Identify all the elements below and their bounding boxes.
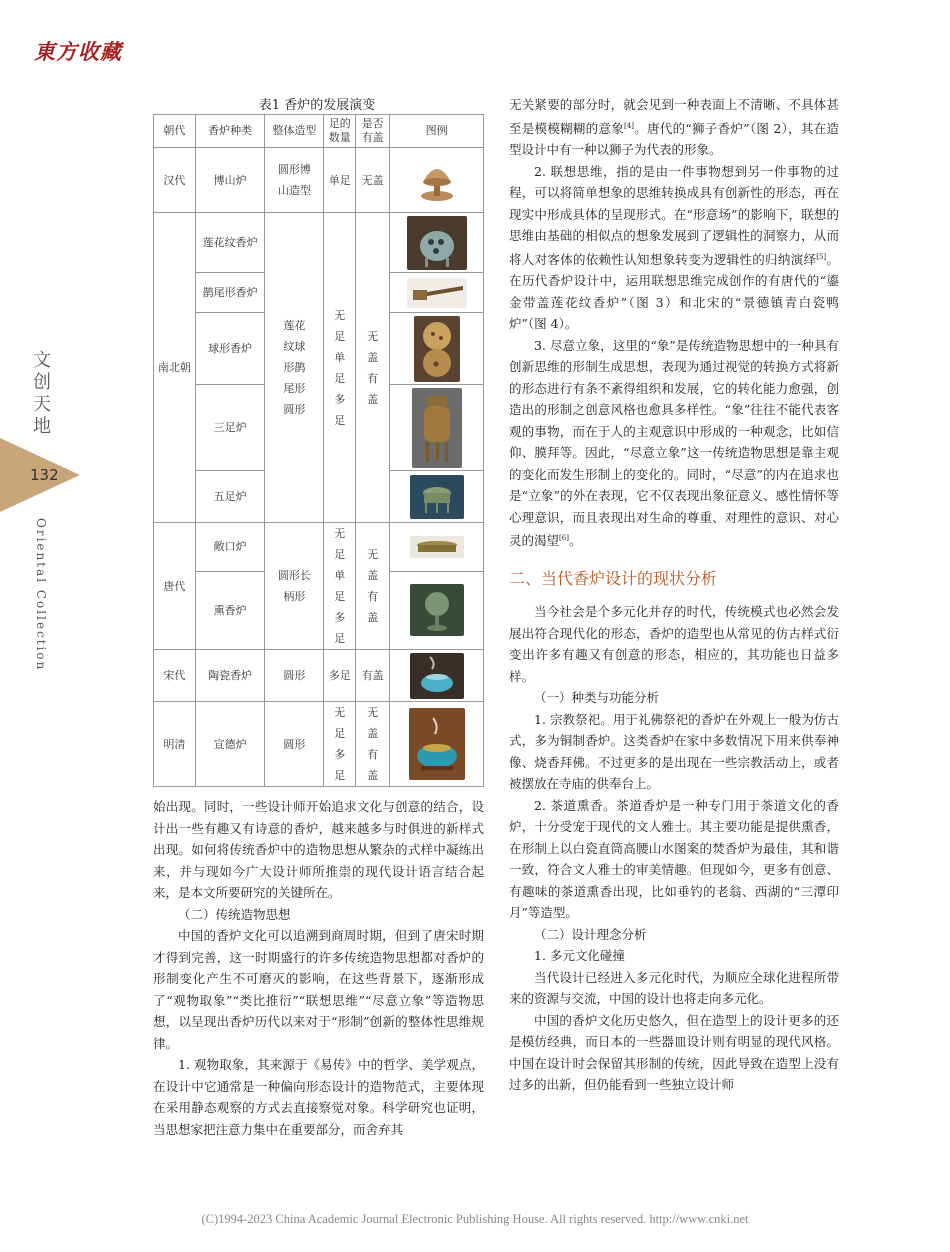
subheading: （一）种类与功能分析 (534, 690, 660, 706)
illustration-cell (390, 523, 484, 572)
dynasty-cell: 宋代 (154, 650, 196, 702)
shape-cell: 圆形博山造型 (265, 148, 324, 213)
paragraph: 1. 宗教祭祀。用于礼佛祭祀的香炉在外观上一般为仿古式，多为铜制香炉。这类香炉在家中多数情况下用来供奉神像、烧香拜佛。不过更多的是出现在一些宗教活动上，或者被摆放在寺庙的供奉台上。 (509, 711, 839, 792)
type-cell: 莲花纹香炉 (195, 213, 265, 273)
shape-cell: 圆形 (265, 702, 324, 787)
citation: [6] (559, 534, 569, 543)
section-heading: 二、当代香炉设计的现状分析 (509, 568, 718, 588)
illustration-cell (390, 273, 484, 313)
lid-cell: 无盖有盖 (356, 213, 390, 523)
illustration-cell (390, 571, 484, 649)
lid-cell: 无盖有盖 (356, 523, 390, 650)
type-cell: 博山炉 (195, 148, 265, 213)
illustration-cell (390, 213, 484, 273)
header-shape: 整体造型 (265, 115, 324, 148)
type-cell: 敞口炉 (195, 523, 265, 572)
feet-cell: 无足单足多足 (324, 213, 356, 523)
spherical-burner-image (414, 316, 460, 382)
citation: [4] (624, 121, 634, 130)
table-row (154, 523, 484, 572)
table-row (154, 650, 484, 702)
paragraph: 2. 茶道熏香。茶道香炉是一种专门用于茶道文化的香炉，十分受宠于现代的文人雅士。其主要功能是提供熏香，在形制上以白瓷直筒高腰山水图案的焚香炉为最佳，其和谐一致，符合文人雅士的审美情趣。但现如今，更多有创意、有趣味的茶道熏香出现，比如垂钓的老翁、西湖的“三潭印月”等造型。 (509, 797, 839, 921)
section-category: 文创天地 (33, 350, 51, 437)
ceramic-burner-image (410, 653, 464, 699)
feet-cell: 无足多足 (324, 702, 356, 787)
type-cell: 五足炉 (195, 471, 265, 523)
dynasty-cell: 唐代 (154, 523, 196, 650)
magazine-english-name: Oriental Collection (34, 518, 48, 672)
incense-burner-table (153, 114, 484, 787)
type-cell: 鹊尾形香炉 (195, 273, 265, 313)
header-illustration: 图例 (390, 115, 484, 148)
illustration-cell (390, 313, 484, 385)
dynasty-cell: 明清 (154, 702, 196, 787)
table-row (154, 702, 484, 787)
paragraph: 始出现。同时，一些设计师开始追求文化与创意的结合，设计出一些有趣又有诗意的香炉，越来越多与时俱进的新样式出现。如何将传统香炉中的造物思想从繁杂的式样中凝练出来，并与现如今广大设计师所推崇的现代设计语言结合起来，是本文所要研究的关键所在。 (153, 799, 484, 900)
paragraph: 3. 尽意立象，这里的“象”是传统造物思想中的一种具有创新思维的形制生成思想，表现为通过视觉的转换方式将新的形态进行有条不紊得组织和发展，它的转化能力愈强，创造出的形制之创意风格也愈具多样性。“象”往往不能代表客观的事物，而在于人的主观意识中形成的一种观念，比如信仰、膜拜等。因此，“尽意立象”这一传统造物思想是靠主观的变化而发生形制上的变化的。同时，“尽意”的内在追求也是“立象”的外在表现，它不仅表现出象征意义、感性情怀等心理意识，而且表现出对生命的尊重、对理性的意识、对心灵的渴望[6]。 (509, 337, 839, 549)
paragraph: 1. 观物取象，其来源于《易传》中的哲学、美学观点，在设计中它通常是一种偏向形态设计的造物范式，主要体现在采用静态观察的方式去直接察觉对象。科学研究也证明，当思想家把注意力集中在重要部分，而舍弃其 (153, 1057, 484, 1137)
lid-cell: 有盖 (356, 650, 390, 702)
copyright-footer: (C)1994-2023 China Academic Journal Electronic Publishing House. All rights reserved. http://www.cnki.net (201, 1212, 749, 1226)
paragraph: 当今社会是个多元化并存的时代，传统模式也必然会发展出符合现代化的形态，香炉的造型也从常见的仿古样式衍变出许多有趣又有创意的形态，相应的，其功能也日益多样。 (509, 604, 839, 684)
citation: [5] (816, 252, 827, 261)
fumigation-burner-image (410, 584, 464, 636)
dynasty-cell: 汉代 (154, 148, 196, 213)
type-cell: 三足炉 (195, 385, 265, 471)
open-mouth-burner-image (410, 536, 464, 558)
type-cell: 宣德炉 (195, 702, 265, 787)
header-type: 香炉种类 (195, 115, 265, 148)
dynasty-cell: 南北朝 (154, 213, 196, 523)
lid-cell: 无盖有盖 (356, 702, 390, 787)
xuande-burner-image (409, 708, 465, 780)
illustration-cell (390, 702, 484, 787)
lid-cell: 无盖 (356, 148, 390, 213)
feet-cell: 无足单足多足 (324, 523, 356, 650)
left-article-column (153, 796, 484, 1140)
shape-cell: 圆形长柄形 (265, 523, 324, 650)
paragraph: 当代设计已经进入多元化时代，为顺应全球化进程所带来的资源与交流，中国的设计也将走向多元化。 (509, 969, 839, 1007)
paragraph: 无关紧要的部分时，就会见到一种表面上不清晰、不具体甚至是模模糊糊的意象[4]。唐代的“狮子香炉”（图 2），其在造型设计中有一种以狮子为代表的形象。 (509, 97, 839, 158)
table-row (154, 148, 484, 213)
paragraph: 中国的香炉文化可以追溯到商周时期，但到了唐宋时期才得到完善，这一时期盛行的许多传统造物思想都对香炉的形制变化产生不可磨灭的影响，在这些背景下，逐渐形成了“观物取象”“类比推衍”“联想思维”“尽意立象”等造物思想，以呈现出香炉历代以来对于“形制”创新的整体性思维规律。 (153, 928, 484, 1051)
illustration-cell (390, 471, 484, 523)
illustration-cell (390, 148, 484, 213)
table-caption: 表1 香炉的发展演变 (258, 98, 376, 113)
shape-cell: 莲花纹球形鹊尾形圆形 (265, 213, 324, 523)
right-article-column (509, 94, 839, 1096)
header-dynasty: 朝代 (154, 115, 196, 148)
paragraph: 中国的香炉文化历史悠久，但在造型上的设计更多的还是模仿经典，而日本的一些器皿设计则有明显的现代风格。中国在设计时会保留其形制的传统，因此导致在造型上没有过多的出新，但仍能看到一些独立设计师 (509, 1012, 839, 1093)
illustration-cell (390, 385, 484, 471)
paragraph: 2. 联想思维，指的是由一件事物想到另一件事物的过程，可以将简单想象的思维转换成具有创新性的形态，再在现实中形成具体的呈现形式。在“形意场”的影响下，联想的思维由基础的相似点的想象发展到了逻辑性的洞察力，从而将人对客体的依赖性认知想象转变为逻辑性的归纳演绎[5]。在历代香炉设计中，运用联想思维完成创作的有唐代的“鎏金带盖莲花纹香炉”（图 3）和北宋的“景德镇青白瓷鸭炉”（图 4）。 (509, 163, 839, 332)
shape-cell: 圆形 (265, 650, 324, 702)
magazine-logo: 東方收藏 (34, 39, 122, 64)
magpie-tail-burner-image (407, 278, 467, 308)
type-cell: 熏香炉 (195, 571, 265, 649)
subheading: 1. 多元文化碰撞 (534, 948, 625, 964)
tripod-burner-image (412, 388, 462, 468)
five-foot-burner-image (410, 475, 464, 519)
header-feet: 足的数量 (324, 115, 356, 148)
table-row (154, 213, 484, 273)
table-header-row (154, 115, 484, 148)
boshan-burner-image (415, 156, 459, 204)
lotus-burner-image (407, 216, 467, 270)
subheading: （二）传统造物思想 (178, 906, 291, 922)
illustration-cell (390, 650, 484, 702)
type-cell: 陶瓷香炉 (195, 650, 265, 702)
feet-cell: 单足 (324, 148, 356, 213)
type-cell: 球形香炉 (195, 313, 265, 385)
feet-cell: 多足 (324, 650, 356, 702)
page-number: 132 (30, 466, 59, 484)
header-lid: 是否有盖 (356, 115, 390, 148)
subheading: （二）设计理念分析 (534, 926, 647, 942)
